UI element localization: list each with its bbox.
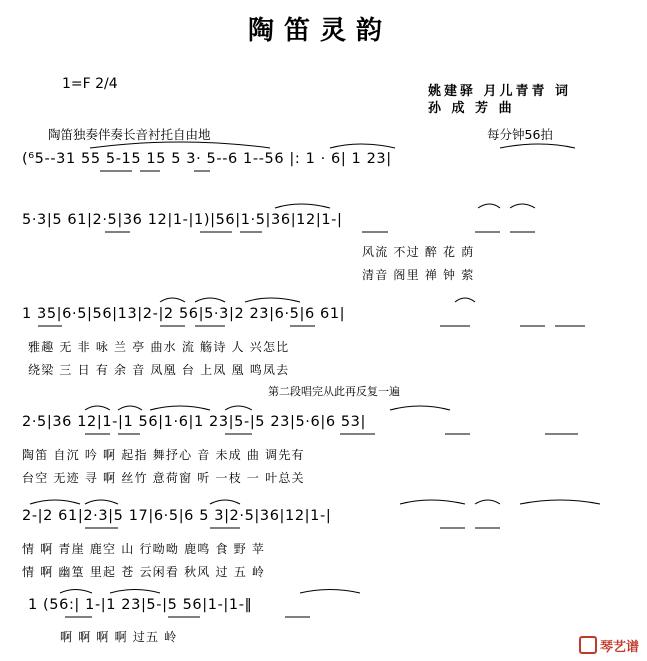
lyric-row-6: 啊 啊 啊 啊 过五 岭 xyxy=(60,630,178,644)
lyric-row-4-verse-2: 台空 无迹 寻 啊 丝竹 意荷窗 听 一枝 一 叶总关 xyxy=(22,471,305,485)
tempo-marking: 每分钟56拍 xyxy=(487,127,553,142)
watermark-text: 琴艺谱 xyxy=(599,640,639,655)
performance-note: 陶笛独奏伴奏长音衬托自由地 xyxy=(48,127,211,142)
watermark-logo-icon xyxy=(579,636,597,654)
lyric-row-3-verse-1: 雅趣 无 非 咏 兰 亭 曲水 流 觞诗 人 兴怎比 xyxy=(28,340,290,354)
lyric-row-2-verse-2: 清音 阁里 禅 钟 萦 xyxy=(362,268,475,282)
notation-row-5: 2-|2 61|2·3|5 17|6·5|6 5 3|2·5|36|12|1-| xyxy=(22,508,332,524)
notation-row-2: 5·3|5 61|2·5|36 12|1-|1)|56|1·5|36|12|1-| xyxy=(22,212,343,228)
watermark xyxy=(579,636,639,655)
notation-row-6: 1 (56:| 1-|1 23|5-|5 56|1-|1-‖ xyxy=(28,597,253,613)
notation-row-3: 1 35|6·5|56|13|2-|2 56|5·3|2 23|6·5|6 61| xyxy=(22,306,346,322)
lyric-row-4-verse-1: 陶笛 自沉 吟 啊 起指 舞抒心 音 未成 曲 调先有 xyxy=(22,448,305,462)
lyric-row-3-verse-2: 绕梁 三 日 有 余 音 凤凰 台 上凤 凰 鸣凤去 xyxy=(28,363,290,377)
lyric-row-5-verse-1: 情 啊 青崖 鹿空 山 行呦呦 鹿鸣 食 野 苹 xyxy=(22,542,266,556)
lyric-row-5-verse-2: 情 啊 幽篁 里起 苍 云闲看 秋风 过 五 岭 xyxy=(22,565,266,579)
composer-credit: 孙 成 芳 曲 xyxy=(428,101,515,116)
lyricist-credit: 姚建驿 月儿青青 词 xyxy=(428,84,572,99)
key-signature: 1=F 2/4 xyxy=(62,76,118,92)
lyric-row-2-verse-1: 风流 不过 醉 花 荫 xyxy=(362,245,475,259)
page-title: 陶笛灵韵 xyxy=(248,16,393,46)
notation-row-1: (⁶5--31 55 5-15 15 5 3· 5--6 1--56 |: 1 · 6| 1 23| xyxy=(22,151,392,167)
notation-row-4: 2·5|36 12|1-|1 56|1·6|1 23|5-|5 23|5·6|6 53| xyxy=(22,414,366,430)
repeat-instruction: 第二段唱完从此再反复一遍 xyxy=(268,385,400,398)
